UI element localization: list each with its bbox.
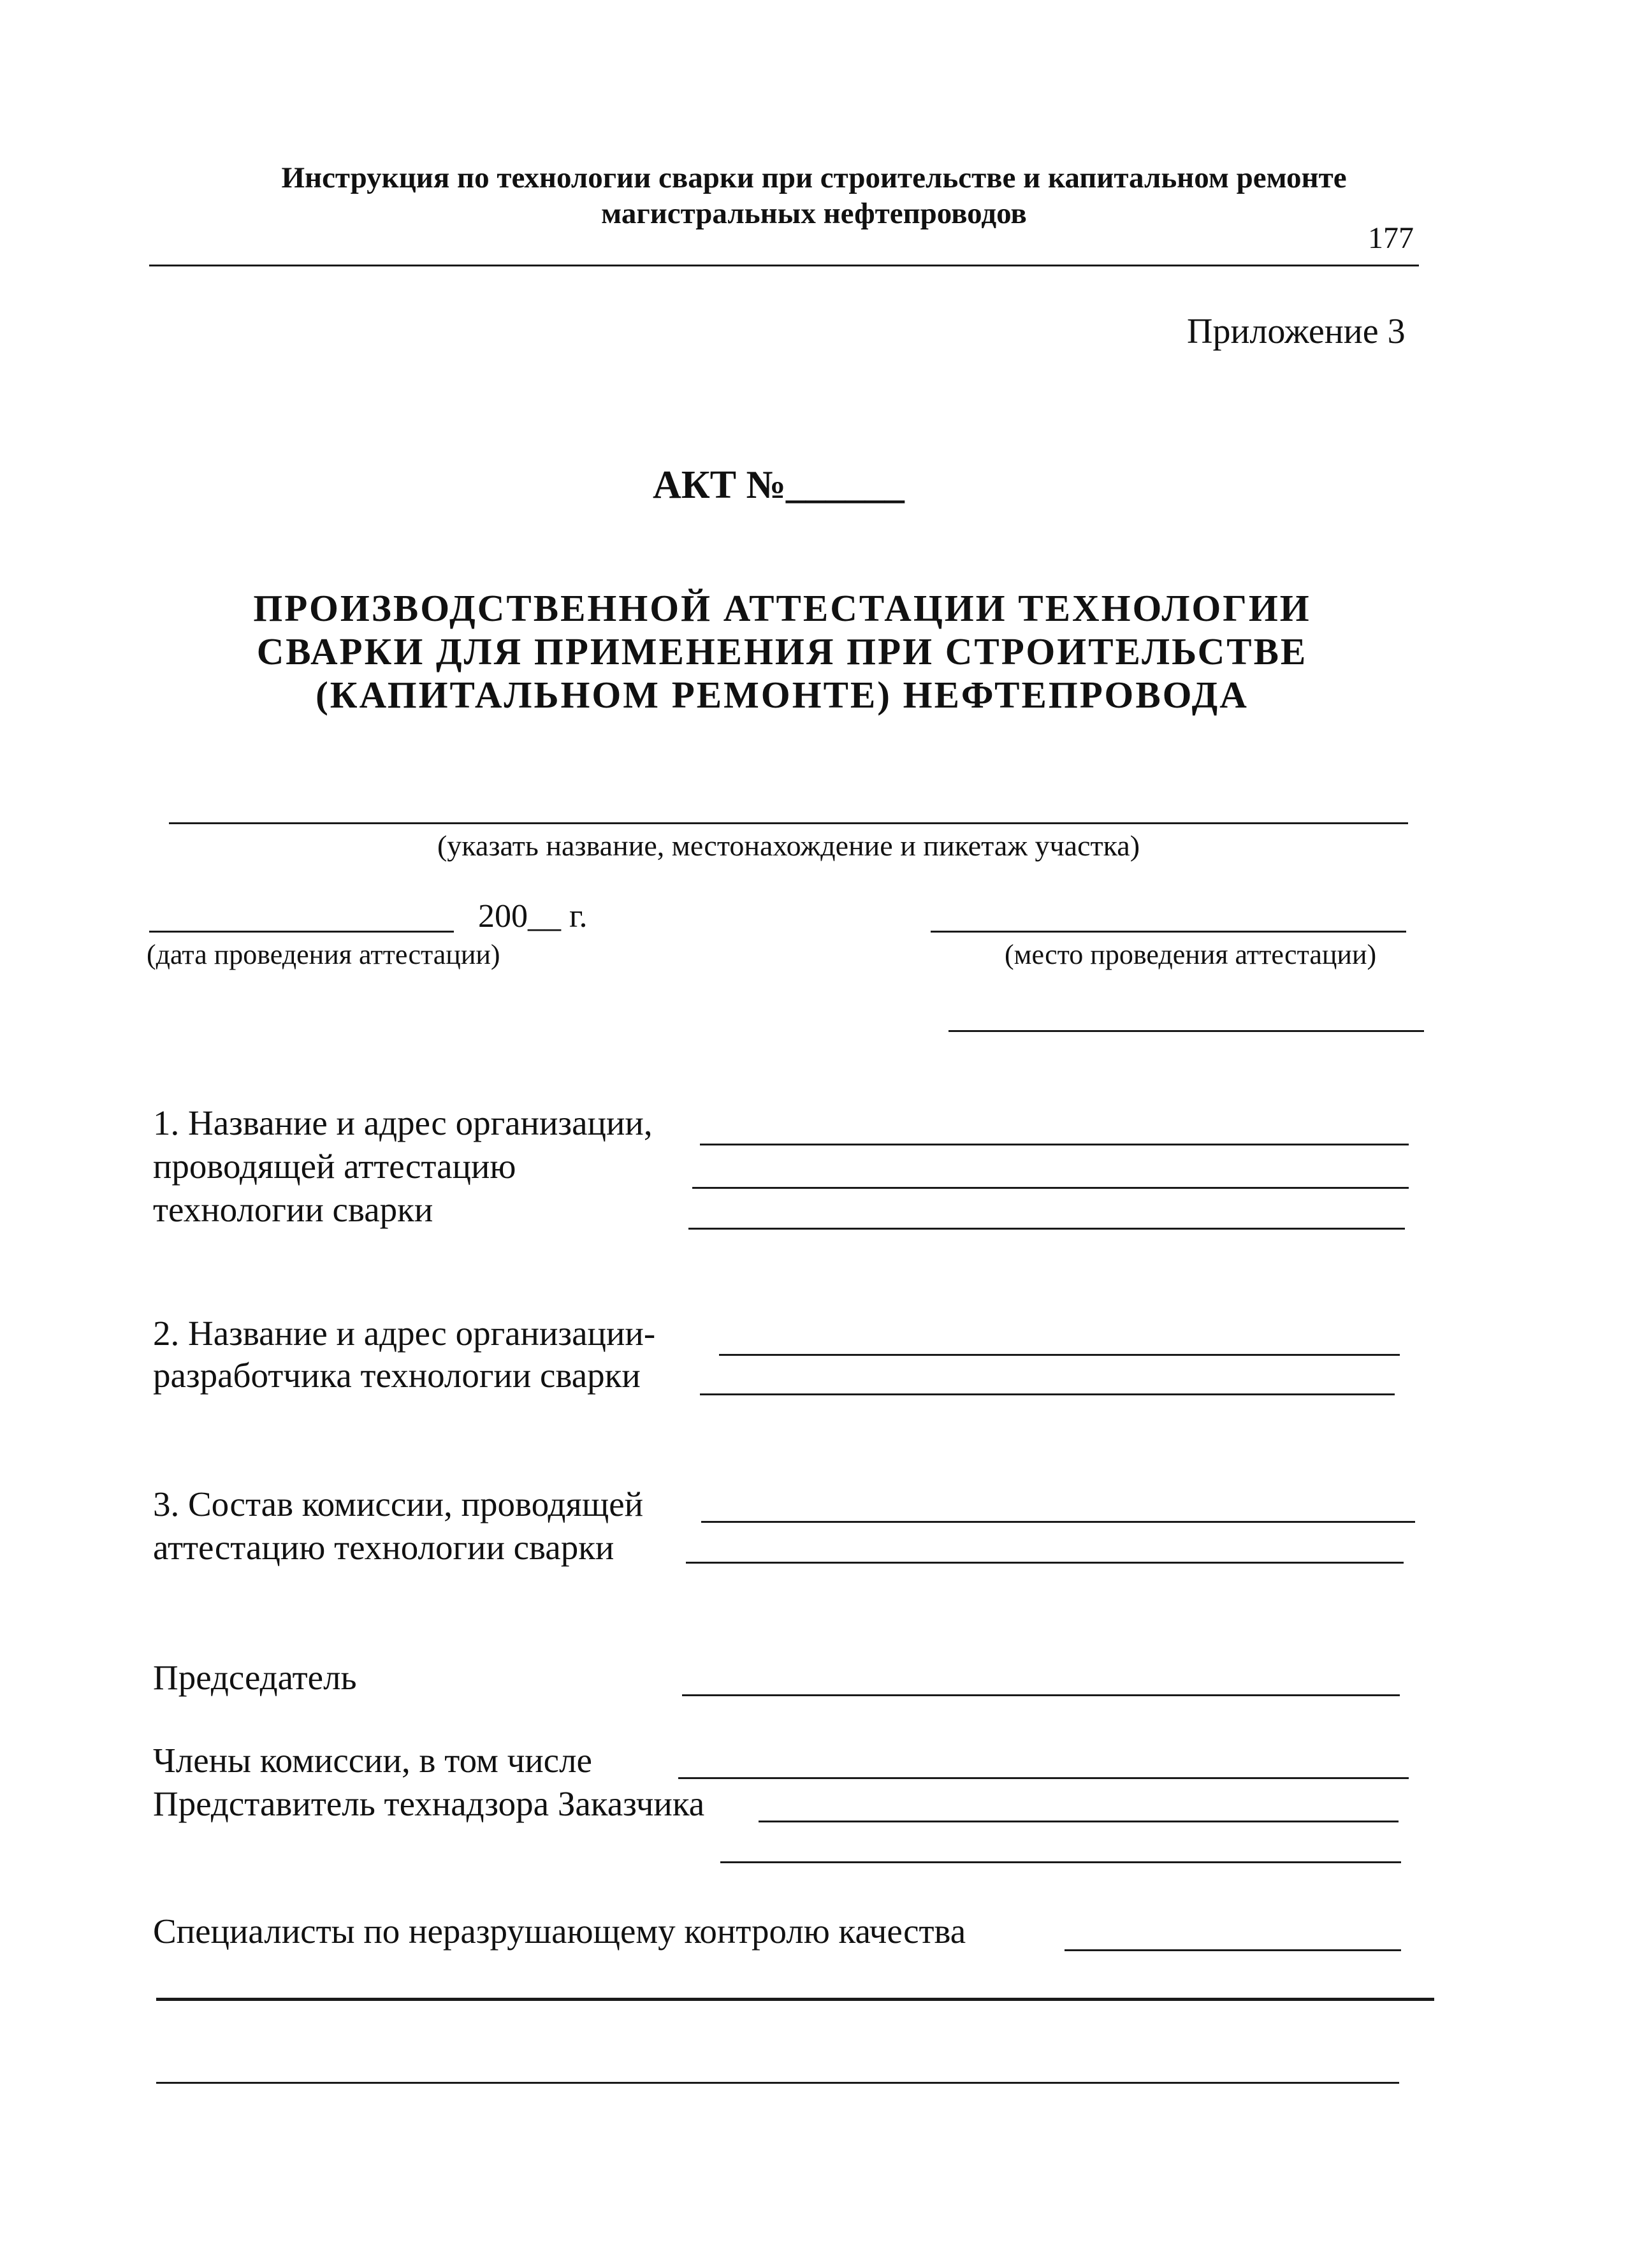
site-hint: (указать название, местонахождение и пикетаж участка) bbox=[437, 829, 1140, 862]
place-hint: (место проведения аттестации) bbox=[1005, 939, 1377, 970]
act-title: АКТ №______ bbox=[653, 463, 905, 507]
ndt-specialists-label: Специалисты по неразрушающему контролю качества bbox=[153, 1912, 966, 1951]
field2-label-line1: 2. Название и адрес организации- bbox=[153, 1314, 656, 1353]
date-input-line[interactable] bbox=[149, 931, 454, 933]
field3-input-line1[interactable] bbox=[701, 1521, 1415, 1523]
appendix-label: Приложение 3 bbox=[1187, 312, 1406, 351]
field2-input-line2[interactable] bbox=[700, 1393, 1395, 1395]
customer-rep-input-line[interactable] bbox=[759, 1821, 1399, 1822]
place-input-line[interactable] bbox=[931, 931, 1406, 933]
members-input-line[interactable] bbox=[678, 1777, 1409, 1779]
members-label: Члены комиссии, в том числе bbox=[153, 1741, 592, 1780]
ndt-specialists-extra-line1[interactable] bbox=[156, 1998, 1434, 2001]
ndt-specialists-extra-line2[interactable] bbox=[156, 2082, 1399, 2084]
page-number: 177 bbox=[1368, 221, 1414, 255]
header-title-line1: Инструкция по технологии сварки при строительстве и капитальном ремонте bbox=[281, 161, 1347, 194]
field3-label-line2: аттестацию технологии сварки bbox=[153, 1528, 614, 1567]
field2-label-line2: разработчика технологии сварки bbox=[153, 1356, 641, 1395]
members-extra-line[interactable] bbox=[720, 1861, 1401, 1863]
header-rule bbox=[149, 265, 1419, 266]
field1-input-line3[interactable] bbox=[688, 1228, 1405, 1230]
field3-input-line2[interactable] bbox=[686, 1562, 1404, 1564]
field1-input-line2[interactable] bbox=[692, 1187, 1409, 1189]
date-hint: (дата проведения аттестации) bbox=[147, 939, 500, 970]
act-subtitle-line1: ПРОИЗВОДСТВЕННОЙ АТТЕСТАЦИИ ТЕХНОЛОГИИ bbox=[253, 587, 1311, 629]
field3-label-line1: 3. Состав комиссии, проводящей bbox=[153, 1485, 644, 1523]
field1-label-line1: 1. Название и адрес организации, bbox=[153, 1103, 653, 1142]
date-year: 200__ г. bbox=[478, 898, 588, 934]
ndt-specialists-input-line[interactable] bbox=[1065, 1949, 1401, 1951]
act-subtitle-line2: СВАРКИ ДЛЯ ПРИМЕНЕНИЯ ПРИ СТРОИТЕЛЬСТВЕ bbox=[256, 630, 1308, 672]
field1-label-line2: проводящей аттестацию bbox=[153, 1147, 516, 1186]
site-input-line[interactable] bbox=[169, 822, 1408, 824]
field1-input-line1[interactable] bbox=[700, 1144, 1409, 1145]
act-subtitle-line3: (КАПИТАЛЬНОМ РЕМОНТЕ) НЕФТЕПРОВОДА bbox=[316, 674, 1249, 716]
customer-rep-label: Представитель технадзора Заказчика bbox=[153, 1784, 705, 1823]
chairman-label: Председатель bbox=[153, 1658, 357, 1697]
field2-input-line1[interactable] bbox=[719, 1354, 1400, 1356]
header-title-line2: магистральных нефтепроводов bbox=[601, 197, 1027, 230]
chairman-input-line[interactable] bbox=[682, 1694, 1400, 1696]
field1-label-line3: технологии сварки bbox=[153, 1190, 433, 1229]
place-extra-line[interactable] bbox=[948, 1030, 1424, 1032]
